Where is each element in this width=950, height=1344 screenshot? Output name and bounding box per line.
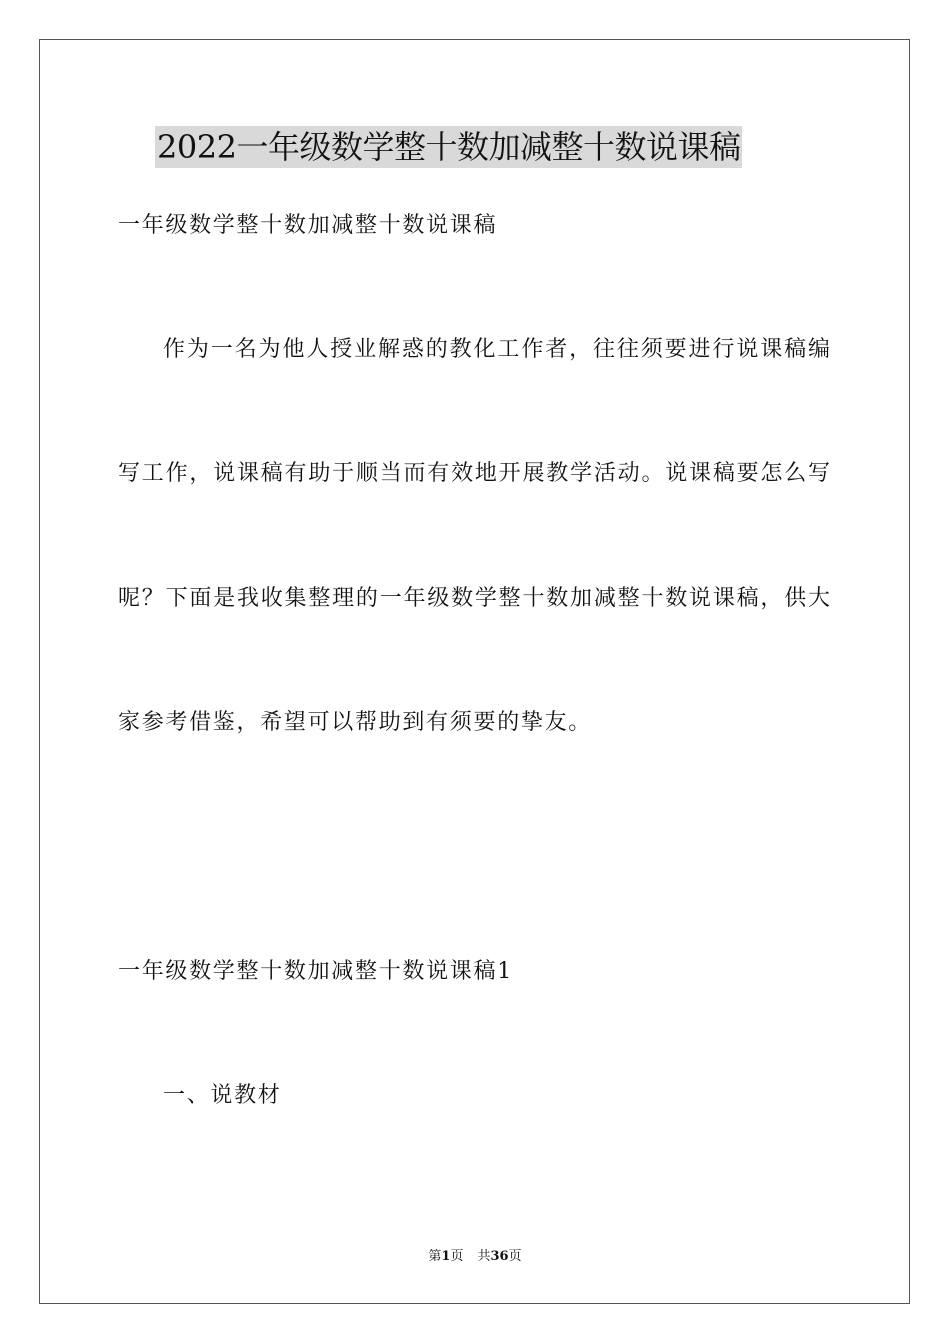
- footer-current-page: 1: [441, 1249, 451, 1264]
- section-title: 一年级数学整十数加减整十数说课稿1: [118, 959, 513, 984]
- footer-total-prefix: 共: [477, 1249, 491, 1264]
- footer-total-suffix: 页: [508, 1249, 522, 1264]
- intro-line-1: 作为一名为他人授业解惑的教化工作者，往往须要进行说课稿编: [163, 337, 831, 362]
- document-title: 2022一年级数学整十数加减整十数说课稿: [157, 128, 741, 166]
- intro-line-3: 呢？下面是我收集整理的一年级数学整十数加减整十数说课稿，供大: [118, 586, 831, 611]
- footer-page-suffix: 页: [450, 1249, 464, 1264]
- intro-line-2: 写工作，说课稿有助于顺当而有效地开展教学活动。说课稿要怎么写: [118, 461, 831, 486]
- footer-prefix: 第: [428, 1249, 442, 1264]
- page-footer: [0, 1248, 950, 1266]
- document-subtitle: 一年级数学整十数加减整十数说课稿: [118, 213, 498, 238]
- section-heading: 一、说教材: [163, 1083, 282, 1108]
- footer-total-pages: 36: [490, 1249, 509, 1264]
- intro-line-4: 家参考借鉴，希望可以帮助到有须要的挚友。: [118, 710, 593, 735]
